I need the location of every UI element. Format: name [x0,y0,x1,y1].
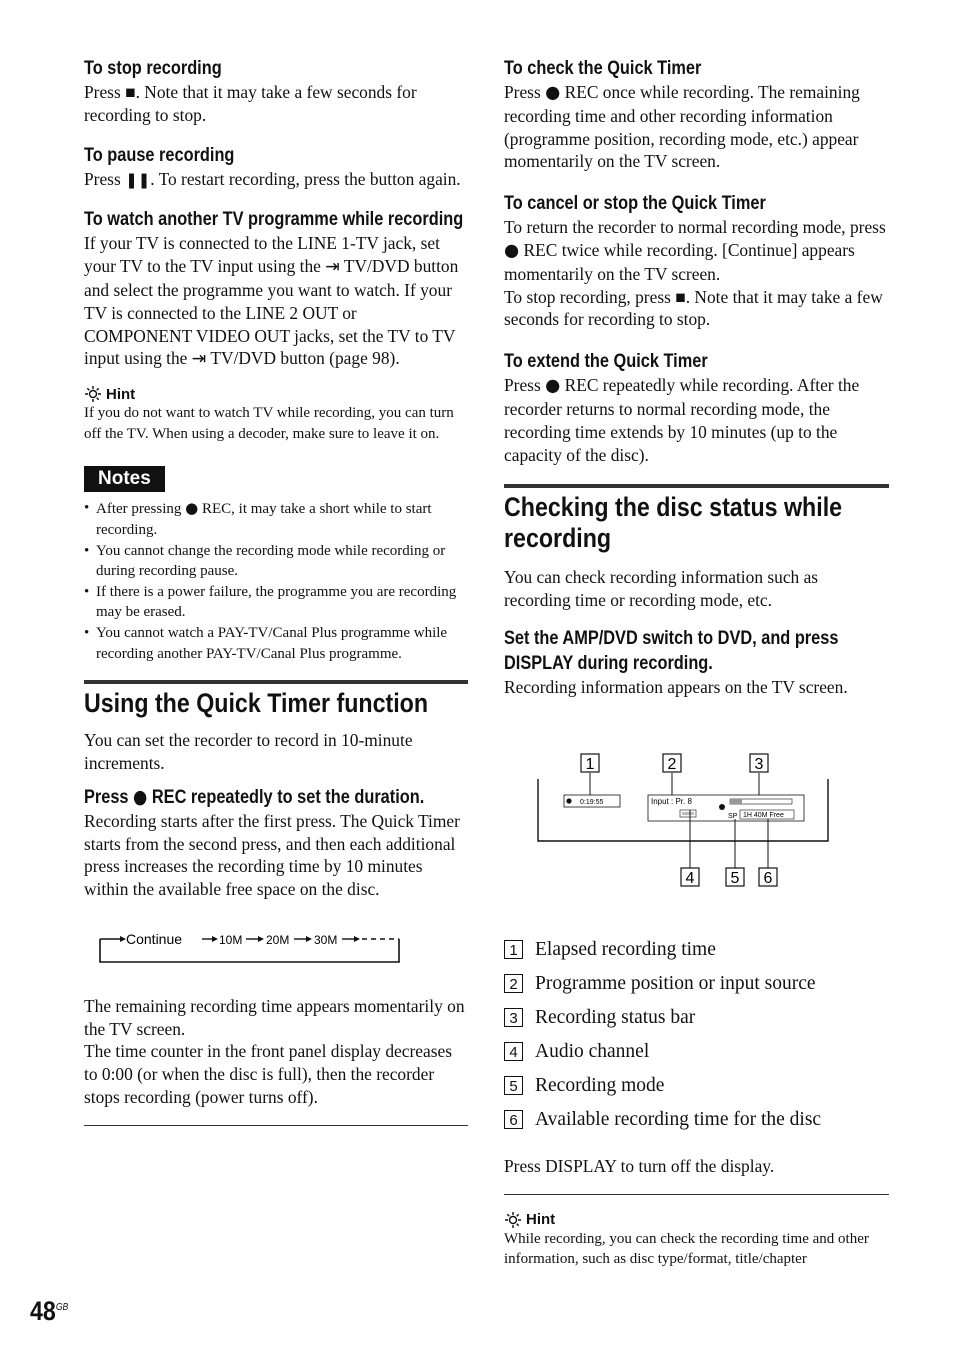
disc-status-step-body: Recording information appears on the TV screen. [504,676,848,697]
available-time: 1H 40M Free [743,811,784,819]
quick-timer-after-2: The time counter in the front panel display decreases to 0:00 (or when the disc is full), then the recorder stops recording (power turns off). [84,1041,452,1108]
elapsed-time: 0:19:55 [580,798,604,806]
quick-timer-after-1: The remaining recording time appears momentarily on the TV screen. [84,995,465,1039]
callout-4: 4 [685,869,695,887]
list-item: 2 Programme position or input source [504,967,889,1001]
cycle-step-2: 20M [266,932,290,947]
cycle-step-1: 10M [219,932,243,947]
list-item: • If there is a power failure, the programme you are recording may be erased. [84,582,468,623]
extend-quick-timer-title: To extend the Quick Timer [504,351,708,373]
legend-list [504,933,889,1137]
record-icon [566,798,571,803]
record-icon: ● [133,785,148,808]
divider [84,1125,468,1126]
hint-label: Hint [106,385,136,403]
list-item: • After pressing ● REC, it may take a short while to start recording. [84,498,468,540]
record-icon: ● [185,499,199,518]
pause-icon: ❚❚ [125,170,151,189]
record-icon: ● [504,240,520,261]
left-column [84,56,468,1126]
cancel-quick-timer-text: To return the recorder to normal recording mode, press ● REC twice while recording. [Continue] appears momentarily on the TV screen. [504,217,886,284]
watch-tv-text: If your TV is connected to the LINE 1-TV jack, set your TV to the TV input using the ⇥ TV/DVD button and select the programme you want to watch. If your TV is connected to the LINE 2 OUT or COMPONENT VIDEO OUT jacks, set the TV to TV input using the ⇥ TV/DVD button (page 98). [84,233,459,370]
check-quick-timer-title: To check the Quick Timer [504,58,702,79]
list-item: 4 Audio channel [504,1035,889,1069]
quick-timer-intro: You can set the recorder to record in 10-minute increments. [84,730,413,773]
pause-recording-text: Press ❚❚. To restart recording, press the button again. [84,168,468,192]
right-column [504,56,889,1270]
watch-tv-title: To watch another TV programme while recording [84,209,464,231]
list-item: • You cannot change the recording mode while recording or during recording pause. [84,541,468,582]
page-number: $48^{GB}$ [30,1296,69,1326]
callout-1: 1 [585,755,595,773]
quick-timer-section [84,680,468,719]
list-item: 3 Recording status bar [504,1001,889,1035]
record-icon: ● [545,376,561,397]
check-quick-timer-text: Press ● REC once while recording. The remaining recording time and other recording information (programme position, recording mode, etc.) appear momentarily on the TV screen. [504,82,860,172]
hint-label: Hint [526,1211,556,1229]
hint-text: If you do not want to watch TV while recording, you can turn off the TV. When using a decoder, make sure to leave it on. [84,405,454,442]
stop-icon: ■ [675,286,686,307]
display-off-text: Press DISPLAY to turn off the display. [504,1155,775,1176]
notes-badge: Notes [84,466,165,492]
cancel-stop-text: To stop recording, press ■. Note that it may take a few seconds for recording to stop. [504,286,883,330]
pause-recording-title: To pause recording [84,144,235,166]
quick-timer-step: Press ● REC repeatedly to set the duration. [84,785,425,808]
cycle-step-3: 30M [314,932,338,947]
hint-heading [504,1211,889,1229]
notes-list [84,498,468,664]
stop-recording-text: Press ■. Note that it may take a few seconds for recording to stop. [84,82,417,125]
disc-status-section [504,484,889,554]
disc-status-heading: Checking the disc status while recording [504,492,843,554]
callout-3: 3 [754,755,764,773]
cancel-quick-timer-title: To cancel or stop the Quick Timer [504,193,766,215]
list-item: 1 Elapsed recording time [504,933,889,967]
record-icon [719,804,725,810]
recording-mode: SP [728,812,738,820]
quick-timer-cycle-diagram [84,917,468,973]
lightbulb-icon [504,1211,522,1229]
disc-status-intro: You can check recording information such as recording time or recording mode, etc. [504,567,819,611]
quick-timer-heading: Using the Quick Timer function [84,688,429,719]
extend-quick-timer-text: Press ● REC repeatedly while recording. After the recorder returns to normal recording mode, the recording time extends by 10 minutes (up to the capacity of the disc). [504,375,860,465]
input-select-icon: ⇥ [325,257,340,278]
input-select-icon: ⇥ [191,349,207,370]
input-source: Input : Pr. 8 [651,796,692,806]
stop-icon: ■ [125,82,136,102]
record-icon: ● [545,83,561,103]
list-item: 6 Available recording time for the disc [504,1103,889,1137]
tv-screen-diagram [504,733,889,893]
disc-status-step: Set the AMP/DVD switch to DVD, and press DISPLAY during recording. [504,627,839,674]
callout-6: 6 [763,869,773,887]
callout-2: 2 [667,755,677,773]
stop-recording-title: To stop recording [84,58,222,79]
quick-timer-step-body: Recording starts after the first press. The Quick Timer starts from the second press, and then each additional press increases the recording time by 10 minutes within the available free space on the disc. [84,810,460,900]
lightbulb-icon [84,385,102,403]
divider [504,1194,889,1195]
list-item: 5 Recording mode [504,1069,889,1103]
hint-heading [84,385,468,403]
list-item: • You cannot watch a PAY-TV/Canal Plus programme while recording another PAY-TV/Canal Plus programme. [84,623,468,664]
cycle-continue: Continue [126,930,183,947]
callout-5: 5 [730,869,740,887]
hint-text: While recording, you can check the recording time and other information, such as disc type/format, title/chapter [504,1230,869,1268]
